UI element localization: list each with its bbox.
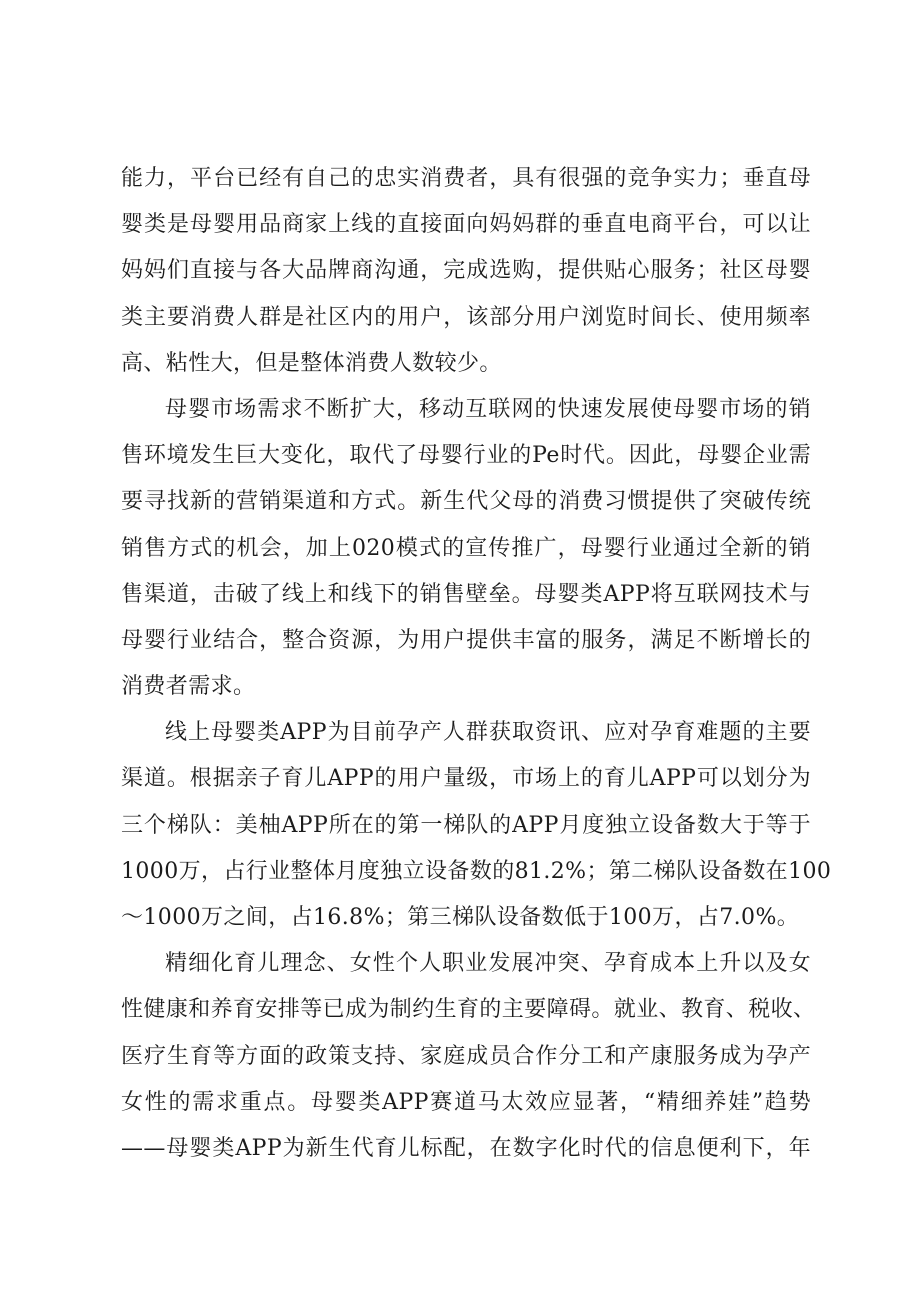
text-line: 精细化育儿理念、女性个人职业发展冲突、孕育成本上升以及女 bbox=[165, 951, 811, 977]
text-line: 妈妈们直接与各大品牌商沟通，完成选购，提供贴心服务；社区母婴 bbox=[121, 258, 811, 284]
text-line: ——母婴类APP为新生代育儿标配，在数字化时代的信息便利下，年 bbox=[121, 1135, 811, 1161]
paragraph bbox=[121, 387, 811, 710]
text-line: 婴类是母婴用品商家上线的直接面向妈妈群的垂直电商平台，可以让 bbox=[121, 212, 811, 238]
text-line: 性健康和养育安排等已成为制约生育的主要障碍。就业、教育、税收、 bbox=[121, 997, 816, 1023]
text-line: 渠道。根据亲子育儿APP的用户量级，市场上的育儿APP可以划分为 bbox=[121, 766, 811, 792]
text-line: 售环境发生巨大变化，取代了母婴行业的Pe时代。因此，母婴企业需 bbox=[121, 443, 811, 469]
paragraph bbox=[121, 156, 811, 387]
text-line: 三个梯队：美柚APP所在的第一梯队的APP月度独立设备数大于等于 bbox=[121, 812, 811, 838]
text-line: 销售方式的机会，加上020模式的宣传推广，母婴行业通过全新的销 bbox=[121, 535, 811, 561]
text-line: 类主要消费人群是社区内的用户，该部分用户浏览时间长、使用频率 bbox=[121, 304, 811, 330]
text-line: 母婴市场需求不断扩大，移动互联网的快速发展使母婴市场的销 bbox=[165, 396, 811, 422]
paragraph bbox=[121, 941, 816, 1172]
paragraph bbox=[121, 710, 832, 941]
text-line: 能力，平台已经有自己的忠实消费者，具有很强的竞争实力；垂直母 bbox=[121, 166, 811, 191]
text-line: 女性的需求重点。母婴类APP赛道马太效应显著，“精细养娃”趋势 bbox=[121, 1089, 811, 1115]
text-line: 消费者需求。 bbox=[121, 674, 256, 700]
text-line: 高、粘性大，但是整体消费人数较少。 bbox=[121, 350, 502, 376]
text-line: 1000万，占行业整体月度独立设备数的81.2%；第二梯队设备数在100 bbox=[121, 858, 832, 884]
document-body bbox=[121, 156, 832, 1172]
text-line: 售渠道，击破了线上和线下的销售壁垒。母婴类APP将互联网技术与 bbox=[121, 581, 811, 607]
text-line: 医疗生育等方面的政策支持、家庭成员合作分工和产康服务成为孕产 bbox=[121, 1043, 811, 1069]
text-line: 要寻找新的营销渠道和方式。新生代父母的消费习惯提供了突破传统 bbox=[121, 489, 811, 515]
text-line: 线上母婴类APP为目前孕产人群获取资讯、应对孕育难题的主要 bbox=[165, 720, 811, 746]
text-line: 母婴行业结合，整合资源，为用户提供丰富的服务，满足不断增长的 bbox=[121, 627, 811, 653]
text-line: ～1000万之间，占16.8%；第三梯队设备数低于100万，占7.0%。 bbox=[121, 905, 800, 930]
